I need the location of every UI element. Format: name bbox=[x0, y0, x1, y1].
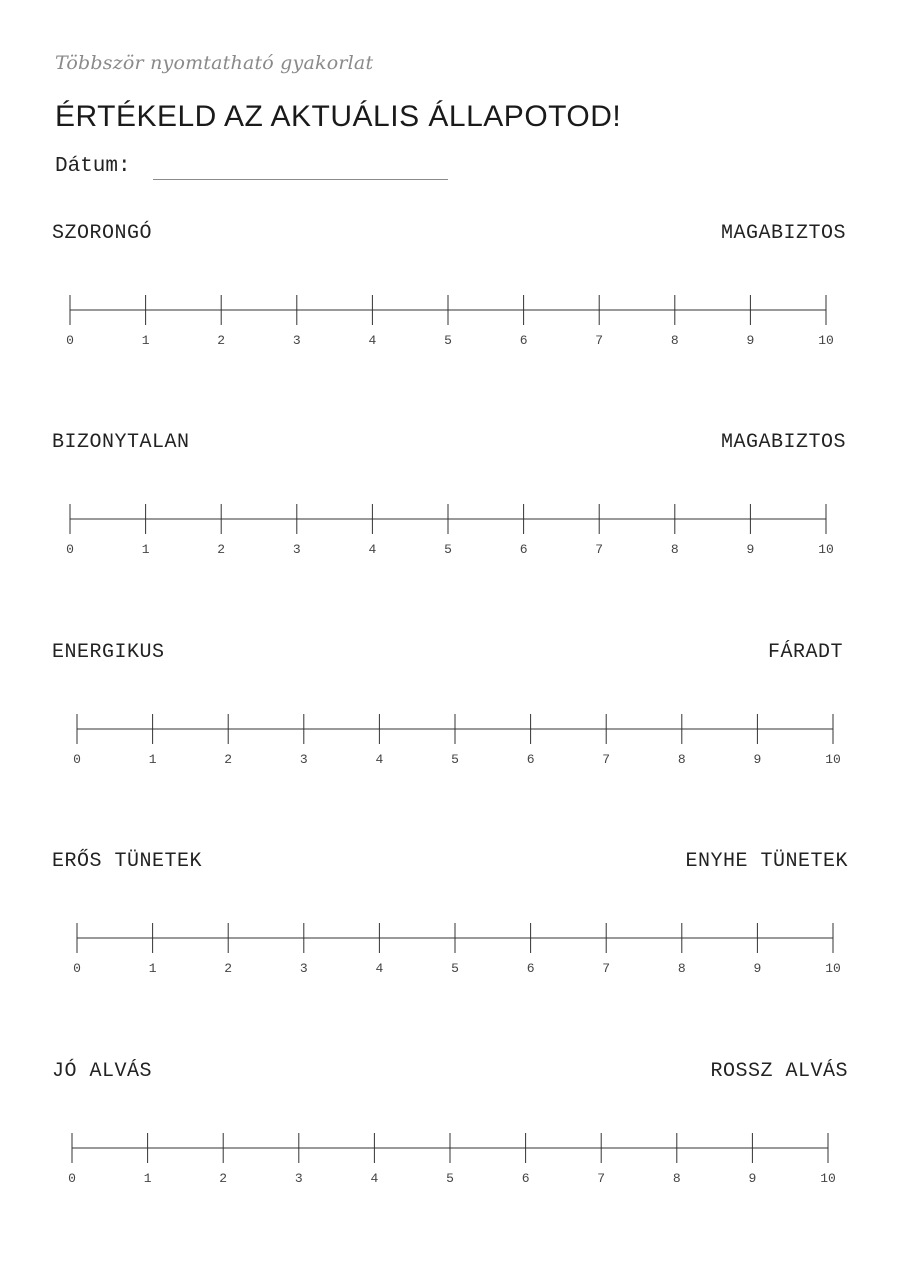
scale-left-label: BIZONYTALAN bbox=[52, 431, 190, 454]
scale-good-bad-sleep bbox=[0, 1060, 900, 1220]
scale-tick-label: 5 bbox=[446, 1171, 454, 1186]
scale-tick-label: 1 bbox=[143, 1171, 152, 1186]
date-label: Dátum: bbox=[55, 155, 131, 178]
scale-tick-label: 1 bbox=[141, 542, 150, 557]
scale-tick-label: 7 bbox=[595, 542, 604, 557]
scale-tick-label: 3 bbox=[292, 542, 301, 557]
scale-left-label: ERŐS TÜNETEK bbox=[52, 850, 203, 873]
scale-tick-label: 4 bbox=[368, 542, 377, 557]
scale-tick-label: 7 bbox=[602, 961, 611, 976]
scale-tick-label: 4 bbox=[375, 961, 384, 976]
scale-tick-label: 9 bbox=[746, 542, 755, 557]
scale-tick-label: 5 bbox=[451, 961, 459, 976]
scale-tick-label: 0 bbox=[73, 961, 81, 976]
scale-tick-label: 2 bbox=[219, 1171, 228, 1186]
scale-tick-label: 7 bbox=[595, 333, 604, 348]
scale-tick-label: 7 bbox=[597, 1171, 606, 1186]
scale-left-label: JÓ ALVÁS bbox=[52, 1060, 153, 1083]
scale-tick-label: 10 bbox=[825, 961, 841, 976]
scale-tick-label: 2 bbox=[224, 961, 233, 976]
scale-tick-label: 2 bbox=[217, 333, 226, 348]
scale-tick-label: 4 bbox=[368, 333, 377, 348]
scale-tick-label: 9 bbox=[748, 1171, 757, 1186]
scale-left-label: ENERGIKUS bbox=[52, 641, 165, 664]
scale-tick-label: 0 bbox=[73, 752, 81, 767]
scale-tick-label: 10 bbox=[818, 333, 834, 348]
scale-tick-label: 1 bbox=[148, 961, 157, 976]
scale-tick-label: 6 bbox=[519, 542, 528, 557]
scale-right-label: ROSSZ ALVÁS bbox=[710, 1060, 848, 1083]
scale-tick-label: 8 bbox=[670, 542, 679, 557]
scale-tick-label: 9 bbox=[753, 752, 762, 767]
scale-tick-label: 9 bbox=[746, 333, 755, 348]
scale-tick-label: 0 bbox=[66, 542, 74, 557]
scale-tick-label: 0 bbox=[66, 333, 74, 348]
scale-right-label: MAGABIZTOS bbox=[720, 222, 846, 245]
scale-tick-label: 1 bbox=[141, 333, 150, 348]
scale-right-label: MAGABIZTOS bbox=[720, 431, 846, 454]
scale-tick-label: 6 bbox=[521, 1171, 530, 1186]
scale-energetic-tired bbox=[0, 641, 900, 801]
scale-tick-label: 4 bbox=[375, 752, 384, 767]
page-title: ÉRTÉKELD AZ AKTUÁLIS ÁLLAPOTOD! bbox=[55, 100, 622, 133]
scale-tick-label: 6 bbox=[526, 961, 535, 976]
scale-tick-label: 5 bbox=[444, 333, 452, 348]
scale-tick-label: 8 bbox=[670, 333, 679, 348]
scale-uncertain-confident bbox=[0, 431, 900, 591]
scale-tick-label: 2 bbox=[224, 752, 233, 767]
scale-tick-label: 10 bbox=[820, 1171, 836, 1186]
scale-anxious-confident bbox=[0, 222, 900, 382]
scale-right-label: FÁRADT bbox=[767, 641, 843, 664]
scale-left-label: SZORONGÓ bbox=[52, 222, 153, 245]
scale-tick-label: 8 bbox=[677, 961, 686, 976]
scale-tick-label: 10 bbox=[818, 542, 834, 557]
scale-tick-label: 4 bbox=[370, 1171, 379, 1186]
scale-tick-label: 1 bbox=[148, 752, 157, 767]
date-row bbox=[55, 155, 131, 185]
scale-tick-label: 3 bbox=[299, 752, 308, 767]
scale-tick-label: 6 bbox=[526, 752, 535, 767]
date-field[interactable] bbox=[153, 179, 448, 180]
scale-tick-label: 5 bbox=[444, 542, 452, 557]
scale-tick-label: 3 bbox=[299, 961, 308, 976]
scale-right-label: ENYHE TÜNETEK bbox=[685, 850, 848, 873]
scale-tick-label: 2 bbox=[217, 542, 226, 557]
scale-tick-label: 10 bbox=[825, 752, 841, 767]
scale-tick-label: 6 bbox=[519, 333, 528, 348]
scale-tick-label: 3 bbox=[294, 1171, 303, 1186]
scale-tick-label: 0 bbox=[68, 1171, 76, 1186]
scale-tick-label: 8 bbox=[677, 752, 686, 767]
scale-tick-label: 8 bbox=[672, 1171, 681, 1186]
scale-tick-label: 9 bbox=[753, 961, 762, 976]
scale-tick-label: 7 bbox=[602, 752, 611, 767]
scale-tick-label: 3 bbox=[292, 333, 301, 348]
subtitle: Többször nyomtatható gyakorlat bbox=[55, 52, 374, 74]
scale-strong-mild-symptoms bbox=[0, 850, 900, 1010]
scale-tick-label: 5 bbox=[451, 752, 459, 767]
